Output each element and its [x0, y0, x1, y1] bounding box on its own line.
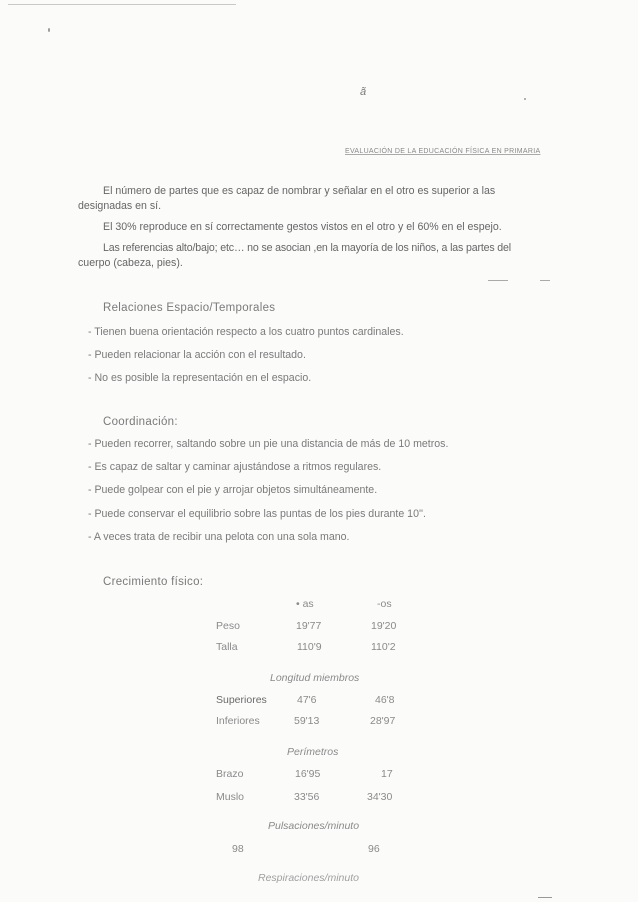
row-label-muslo: Muslo [216, 791, 245, 803]
scan-dash [488, 280, 508, 281]
value-talla-ninos: 110'2 [371, 641, 396, 653]
coordinacion-item-4: - Puede conservar el equilibrio sobre las puntas de los pies durante 10''. [88, 508, 426, 520]
row-label-brazo: Brazo [216, 768, 244, 780]
respiraciones-title: Respiraciones/minuto [258, 872, 359, 884]
coordinacion-item-5: - A veces trata de recibir una pelota con una sola mano. [88, 531, 350, 543]
value-peso-ninas: 19'77 [296, 620, 322, 632]
intro-paragraph-1-line-1: El número de partes que es capaz de nombrar y señalar en el otro es superior a las [103, 185, 496, 197]
page-mark: ã [360, 86, 367, 98]
coordinacion-heading: Coordinación: [103, 416, 178, 428]
value-talla-ninas: 110'9 [297, 641, 322, 653]
value-brazo-ninas: 16'95 [295, 768, 321, 780]
scan-speck [48, 28, 50, 32]
intro-paragraph-1-line-2: designadas en sí. [78, 200, 162, 212]
scan-dash [540, 280, 550, 281]
relaciones-item-1: - Tienen buena orientación respecto a los cuatro puntos cardinales. [88, 326, 404, 338]
scan-speck [524, 98, 526, 100]
row-label-inferiores: Inferiores [216, 715, 260, 727]
value-peso-ninos: 19'20 [371, 620, 397, 632]
value-muslo-ninos: 34'30 [367, 791, 393, 803]
coordinacion-item-3: - Puede golpear con el pie y arrojar objetos simultáneamente. [88, 484, 378, 496]
relaciones-item-2: - Pueden relacionar la acción con el resultado. [88, 349, 306, 361]
value-pulsaciones-ninos: 96 [368, 843, 380, 855]
value-superiores-ninos: 46'8 [375, 694, 395, 706]
relaciones-heading: Relaciones Espacio/Temporales [103, 302, 276, 314]
value-brazo-ninos: 17 [381, 768, 393, 780]
value-pulsaciones-ninas: 98 [232, 843, 244, 855]
crecimiento-heading: Crecimiento físico: [103, 576, 204, 588]
row-label-talla: Talla [216, 641, 238, 653]
column-header-ninas: • as [296, 598, 314, 610]
value-muslo-ninas: 33'56 [294, 791, 320, 803]
column-header-ninos: -os [377, 598, 392, 610]
value-inferiores-ninos: 28'97 [370, 715, 396, 727]
intro-paragraph-3-line-2: cuerpo (cabeza, pies). [78, 257, 183, 269]
intro-paragraph-2: El 30% reproduce en sí correctamente gestos vistos en el otro y el 60% en el espejo. [103, 221, 502, 233]
document-header: EVALUACIÓN DE LA EDUCACIÓN FÍSICA EN PRIMARIA [345, 148, 541, 155]
coordinacion-item-1: - Pueden recorrer, saltando sobre un pie una distancia de más de 10 metros. [88, 438, 449, 450]
value-superiores-ninas: 47'6 [297, 694, 317, 706]
row-label-superiores: Superiores [216, 694, 267, 706]
value-inferiores-ninas: 59'13 [294, 715, 320, 727]
intro-paragraph-3-line-1: Las referencias alto/bajo; etc… no se asocian ,en la mayoría de los niños, a las partes del [103, 242, 511, 254]
coordinacion-item-2: - Es capaz de saltar y caminar ajustándose a ritmos regulares. [88, 461, 382, 473]
pulsaciones-title: Pulsaciones/minuto [268, 820, 360, 832]
scan-dash [538, 897, 552, 898]
scan-top-line [8, 4, 236, 5]
perimetros-title: Perímetros [287, 746, 339, 758]
relaciones-item-3: - No es posible la representación en el espacio. [88, 372, 312, 384]
row-label-peso: Peso [216, 620, 240, 632]
longitud-miembros-title: Longitud miembros [270, 672, 360, 684]
